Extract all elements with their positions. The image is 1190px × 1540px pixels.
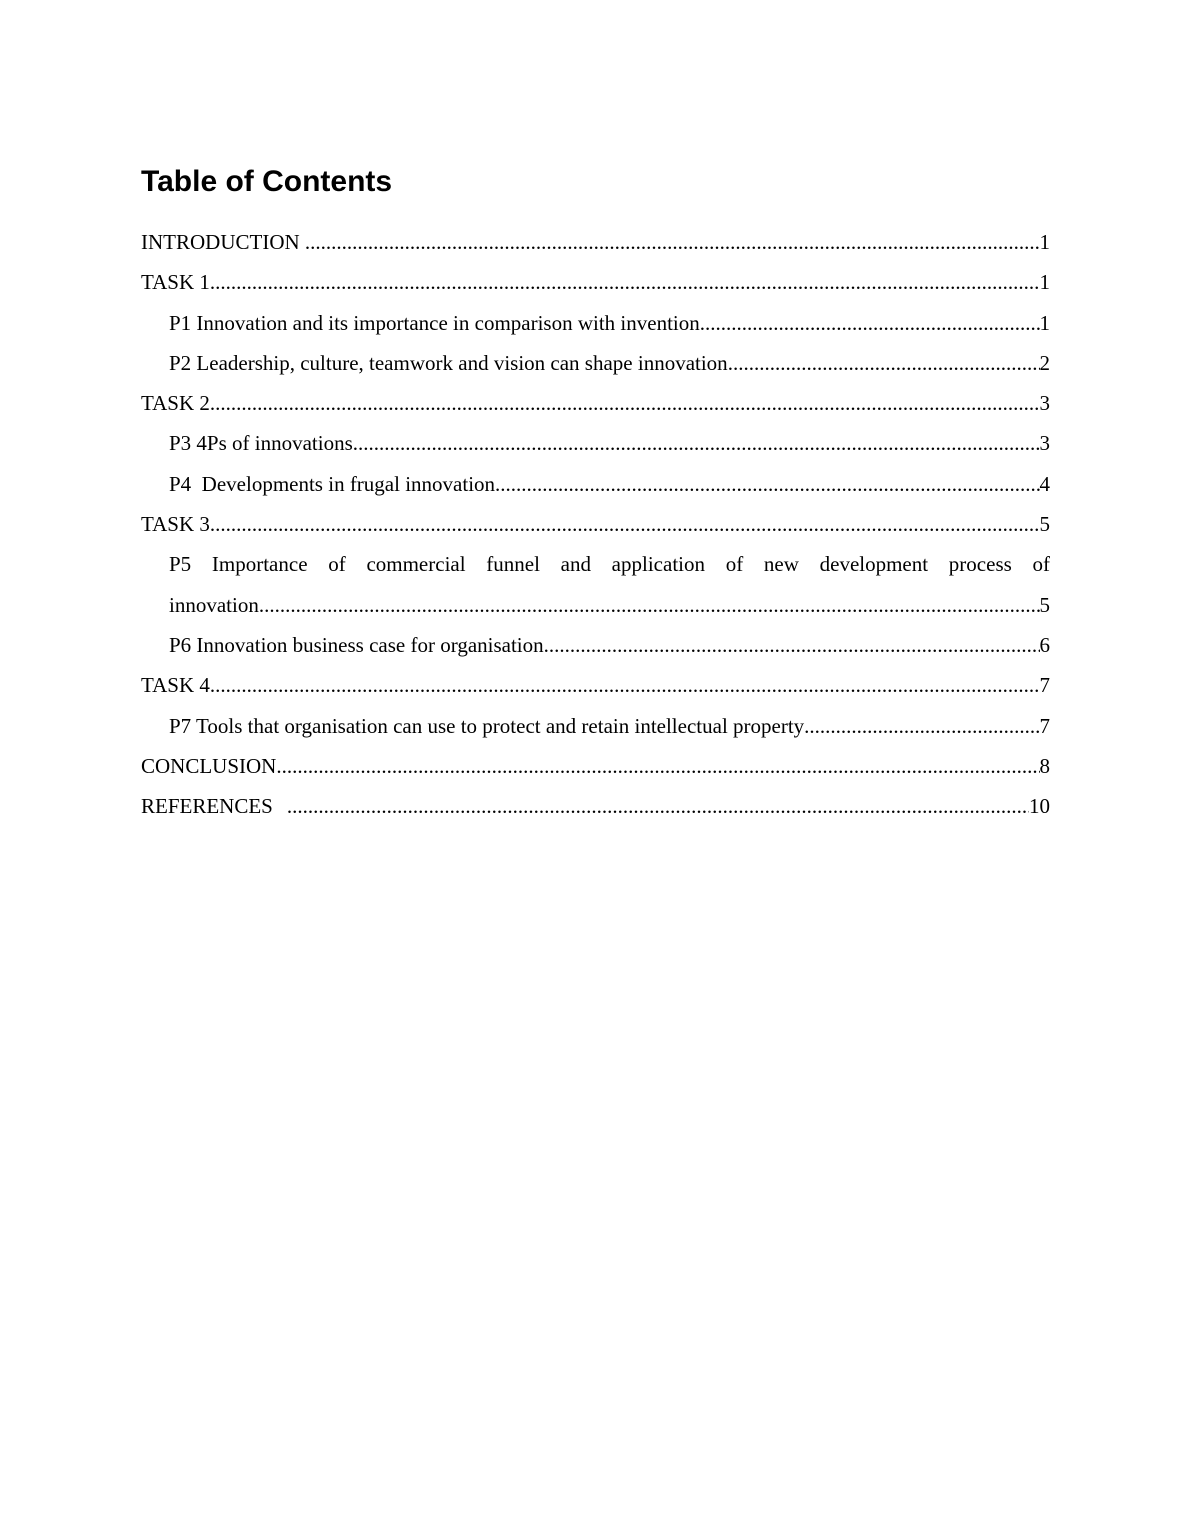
toc-entry-label: P4 Developments in frugal innovation bbox=[169, 471, 496, 496]
toc-entry-label: TASK 4 bbox=[141, 673, 210, 698]
toc-entry-label: P7 Tools that organisation can use to protect and retain intellectual property bbox=[169, 713, 805, 738]
toc-entry-p2[interactable] bbox=[141, 343, 1050, 383]
toc-leader-dots bbox=[728, 343, 1040, 383]
toc-page-number: 3 bbox=[1039, 391, 1050, 416]
toc-leader-dots bbox=[259, 585, 1040, 625]
toc-page-number: 2 bbox=[1039, 350, 1050, 375]
toc-entry-label: INTRODUCTION bbox=[141, 230, 305, 254]
toc-entry-label-continued: innovation bbox=[169, 592, 259, 617]
toc-page-number: 8 bbox=[1039, 753, 1050, 778]
toc-entry-task-4[interactable] bbox=[141, 665, 1050, 705]
toc-entry-task-2[interactable] bbox=[141, 383, 1050, 423]
toc-entry-p5[interactable] bbox=[141, 544, 1050, 625]
toc-entry-label: REFERENCES bbox=[141, 794, 273, 819]
toc-leader-dots bbox=[305, 222, 1040, 262]
toc-leader-dots bbox=[287, 786, 1029, 826]
toc-entry-task-1[interactable] bbox=[141, 262, 1050, 302]
toc-entry-introduction[interactable] bbox=[141, 222, 1050, 262]
toc-page-number: 1 bbox=[1039, 310, 1050, 335]
toc-entry-label: CONCLUSION bbox=[141, 753, 277, 778]
toc-entry-label: P2 Leadership, culture, teamwork and vision can shape innovation bbox=[169, 350, 728, 375]
toc-page-number: 7 bbox=[1039, 713, 1050, 738]
toc-entry-p4[interactable] bbox=[141, 464, 1050, 504]
toc-page-number: 10 bbox=[1029, 794, 1050, 819]
toc-title: Table of Contents bbox=[141, 165, 393, 198]
toc-leader-dots bbox=[210, 262, 1040, 302]
toc-leader-dots bbox=[353, 423, 1040, 463]
toc-page-number: 5 bbox=[1039, 592, 1050, 617]
toc-page-number: 6 bbox=[1039, 632, 1050, 657]
toc-entry-label: TASK 1 bbox=[141, 270, 210, 295]
toc-leader-dots bbox=[210, 665, 1040, 705]
toc-entry-p1[interactable] bbox=[141, 303, 1050, 343]
toc-leader-dots bbox=[804, 706, 1039, 746]
toc-entry-label: P5 Importance of commercial funnel and application of new development process of bbox=[169, 552, 1050, 577]
toc-entry-label: P3 4Ps of innovations bbox=[169, 431, 353, 456]
toc-entry-p7[interactable] bbox=[141, 706, 1050, 746]
toc-entry-label: P1 Innovation and its importance in comparison with invention bbox=[169, 310, 700, 335]
toc-entry-p6[interactable] bbox=[141, 625, 1050, 665]
toc-list bbox=[141, 222, 1050, 826]
toc-entry-label: TASK 2 bbox=[141, 391, 210, 416]
toc-page-number: 4 bbox=[1039, 471, 1050, 496]
toc-entry-references[interactable] bbox=[141, 786, 1050, 826]
toc-leader-dots bbox=[210, 504, 1040, 544]
toc-leader-dots bbox=[700, 303, 1040, 343]
toc-entry-continuation bbox=[169, 585, 1050, 625]
toc-page-number: 1 bbox=[1039, 230, 1050, 254]
toc-entry-task-3[interactable] bbox=[141, 504, 1050, 544]
toc-entry-p3[interactable] bbox=[141, 423, 1050, 463]
toc-leader-dots bbox=[495, 464, 1039, 504]
toc-page-number: 5 bbox=[1039, 512, 1050, 537]
toc-page-number: 7 bbox=[1039, 673, 1050, 698]
toc-leader-dots bbox=[210, 383, 1040, 423]
toc-leader-dots bbox=[276, 746, 1039, 786]
toc-entry-label: TASK 3 bbox=[141, 512, 210, 537]
toc-leader-dots bbox=[544, 625, 1040, 665]
toc-entry-conclusion[interactable] bbox=[141, 746, 1050, 786]
toc-entry-label: P6 Innovation business case for organisation bbox=[169, 632, 544, 657]
toc-page-number: 1 bbox=[1039, 270, 1050, 295]
toc-page-number: 3 bbox=[1039, 431, 1050, 456]
